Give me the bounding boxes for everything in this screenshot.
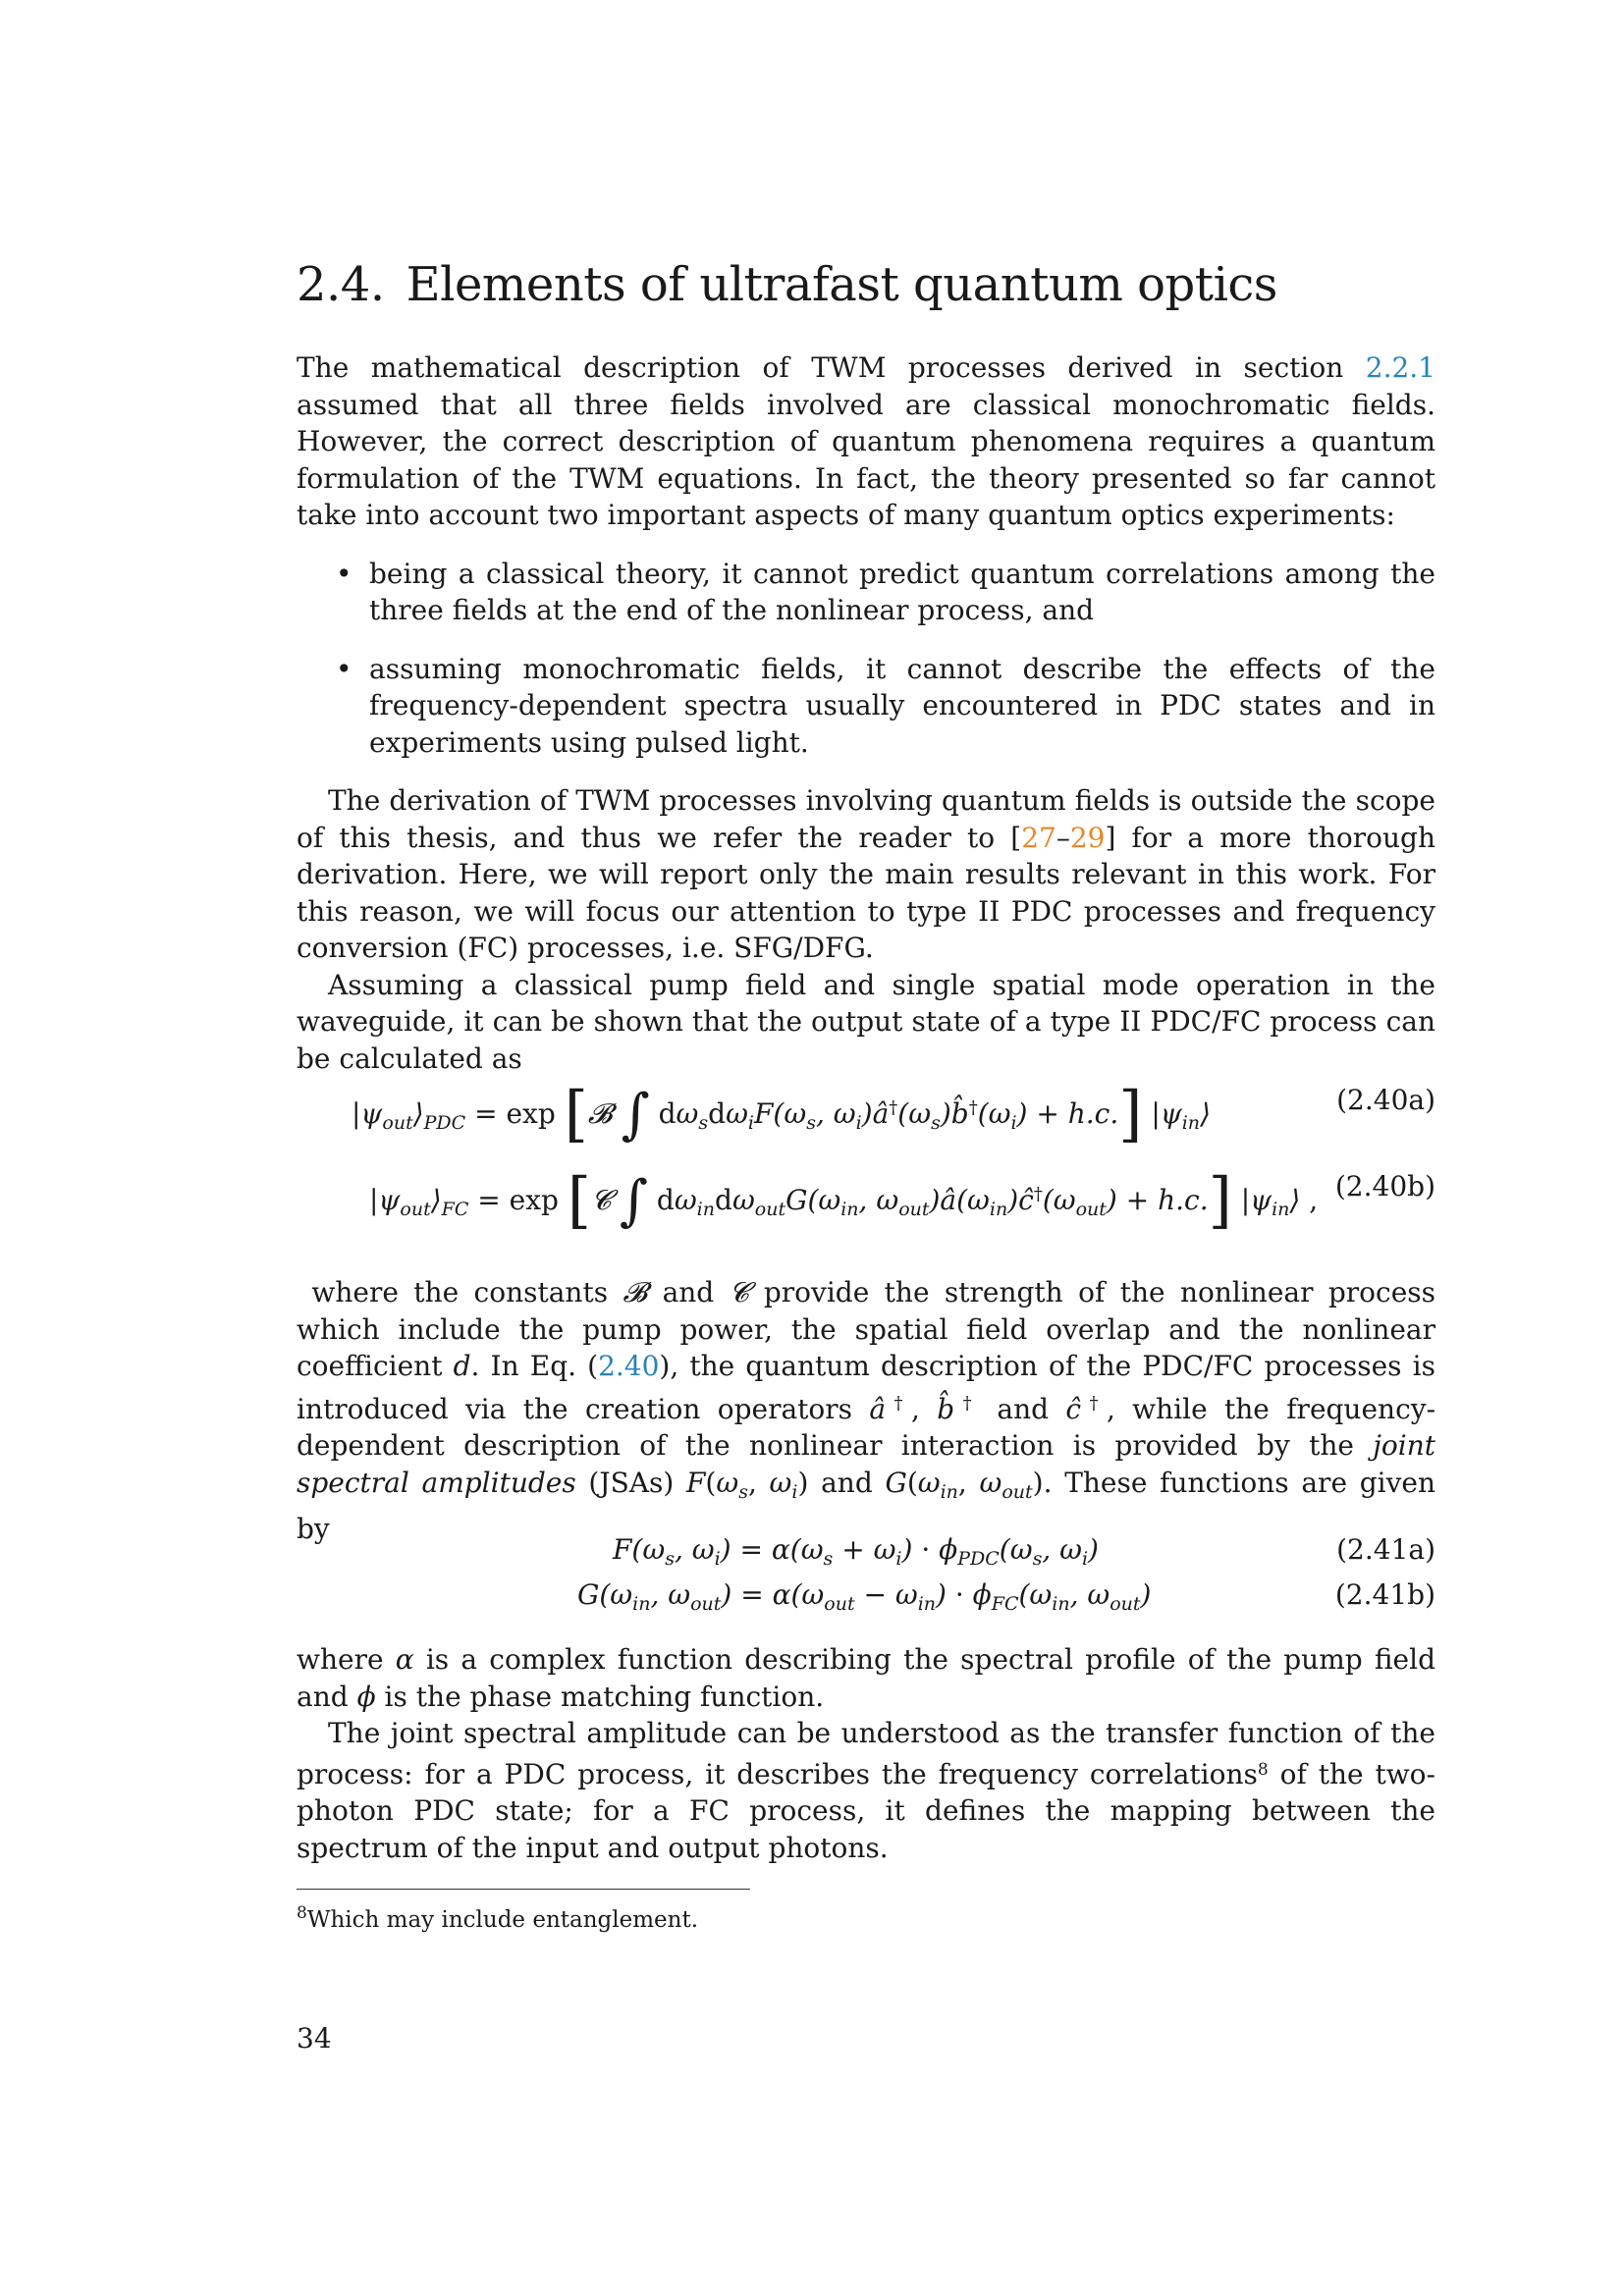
citation-link[interactable]: 27 [1021, 821, 1056, 854]
paragraph-block [297, 1641, 1435, 1866]
footnote-rule [297, 1889, 750, 1890]
equation-label: (2.40a) [1336, 1084, 1435, 1116]
intro-paragraph: The mathematical description of TWM processes derived in section 2.2.1 assumed that all three fields involved are classical monochromatic fields. However, the correct description of quantum phenomena requires a quantum formulation of the TWM equations. In fact, the theory presented so far cannot take into account two important aspects of many quantum optics experiments: [297, 351, 1435, 531]
footnote-marker[interactable]: 8 [1257, 1759, 1269, 1780]
paragraph: where α is a complex function describing the spectral profile of the pump field and ϕ is the phase matching function. [297, 1643, 1435, 1713]
equation-2-41a: $F(\omega_s$, $\omega_i) = \alpha(\omega_s + \omega_i) \cdot \phi_{PDC}(\omega_s$, $\omega_i$) (2.41a) [613, 1533, 1435, 1570]
paragraph: The derivation of TWM processes involving quantum fields is outside the scope of this thesis, and thus we refer the reader to [27–29] for a more thorough derivation. Here, we will report only the main results relevant in this work. For this reason, we will focus our attention to type II PDC processes and frequency conversion (FC) processes, i.e. SFG/DFG. [297, 784, 1435, 964]
citation-link[interactable]: 29 [1069, 821, 1106, 854]
list-item: • assuming monochromatic fields, it cannot describe the effects of the frequency-dependent spectra usually encountered in PDC states and in experiments using pulsed light. [336, 652, 1435, 759]
section-heading [297, 257, 1277, 312]
footnote: $^8$Which may include entanglement. [297, 1903, 699, 1933]
list-item: • being a classical theory, it cannot predict quantum correlations among the three fields at the end of the nonlinear process, and [336, 557, 1435, 626]
paragraph-block [297, 1274, 1435, 1548]
paragraph: where the constants 𝓑 and 𝓒 provide the strength of the nonlinear process which include the pump power, the spatial field overlap and the nonlinear coefficient d. In Eq. (2.40), the quantum description of the PDC/FC processes is introduced via the creation operators â†, b̂† and ĉ†, while the frequency-dependent description of the nonlinear interaction is provided by the joint spectral amplitudes (JSAs) $F(\omega_s$, $\omega_i$) and $G(\omega_{in}$, $\omega_{out}$). These functions are given by [297, 1276, 1436, 1545]
equation-label: (2.40b) [1334, 1170, 1435, 1202]
equation-2-40b: $|\psi_{out}⟩_{FC} = \exp$ [𝓒 ∫ $d\omega_{in}d\omega_{out}G(\omega_{in}$, $\omega_{out})â(\omega_{in})ĉ^\dagger(\omega_{out}) + h.c$.] $|\psi_{in}⟩$ , (2.40b) [369, 1164, 1435, 1236]
section-ref-link[interactable]: 2.2.1 [1365, 351, 1435, 384]
equation-2-40a: $|\psi_{out}⟩_{PDC} = \exp$ [𝓑 ∫ $d\omega_sd\omega_iF(\omega_s$, $\omega_i)â^\dagger(\omega_s)b̂^\dagger(\omega_i) + h.c$.] $|\psi_{in}⟩$ (2.40a) [352, 1078, 1435, 1149]
paragraph: Assuming a classical pump field and single spatial mode operation in the waveguide, it can be shown that the output state of a type II PDC/FC process can be calculated as [297, 968, 1435, 1075]
equation-label: (2.41a) [1336, 1533, 1435, 1566]
equation-2-41b: $G(\omega_{in}$, $\omega_{out}) = \alpha(\omega_{out} - \omega_{in}) \cdot \phi_{FC}(\omega_{in}$, $\omega_{out}$) (2.41b) [577, 1578, 1435, 1615]
equation-ref-link[interactable]: 2.40 [598, 1350, 660, 1382]
page-number: 34 [297, 2022, 332, 2055]
bullet-list [297, 556, 1435, 762]
section-title: Elements of ultrafast quantum optics [406, 257, 1277, 312]
section-number: 2.4. [297, 257, 385, 312]
paragraph: The joint spectral amplitude can be understood as the transfer function of the process: for a PDC process, it describes the frequency correlations$^8$ of the two-photon PDC state; for a FC process, it defines the mapping between the spectrum of the input and output photons. [297, 1717, 1435, 1864]
equation-label: (2.41b) [1334, 1578, 1435, 1611]
intro-block [297, 349, 1435, 1077]
